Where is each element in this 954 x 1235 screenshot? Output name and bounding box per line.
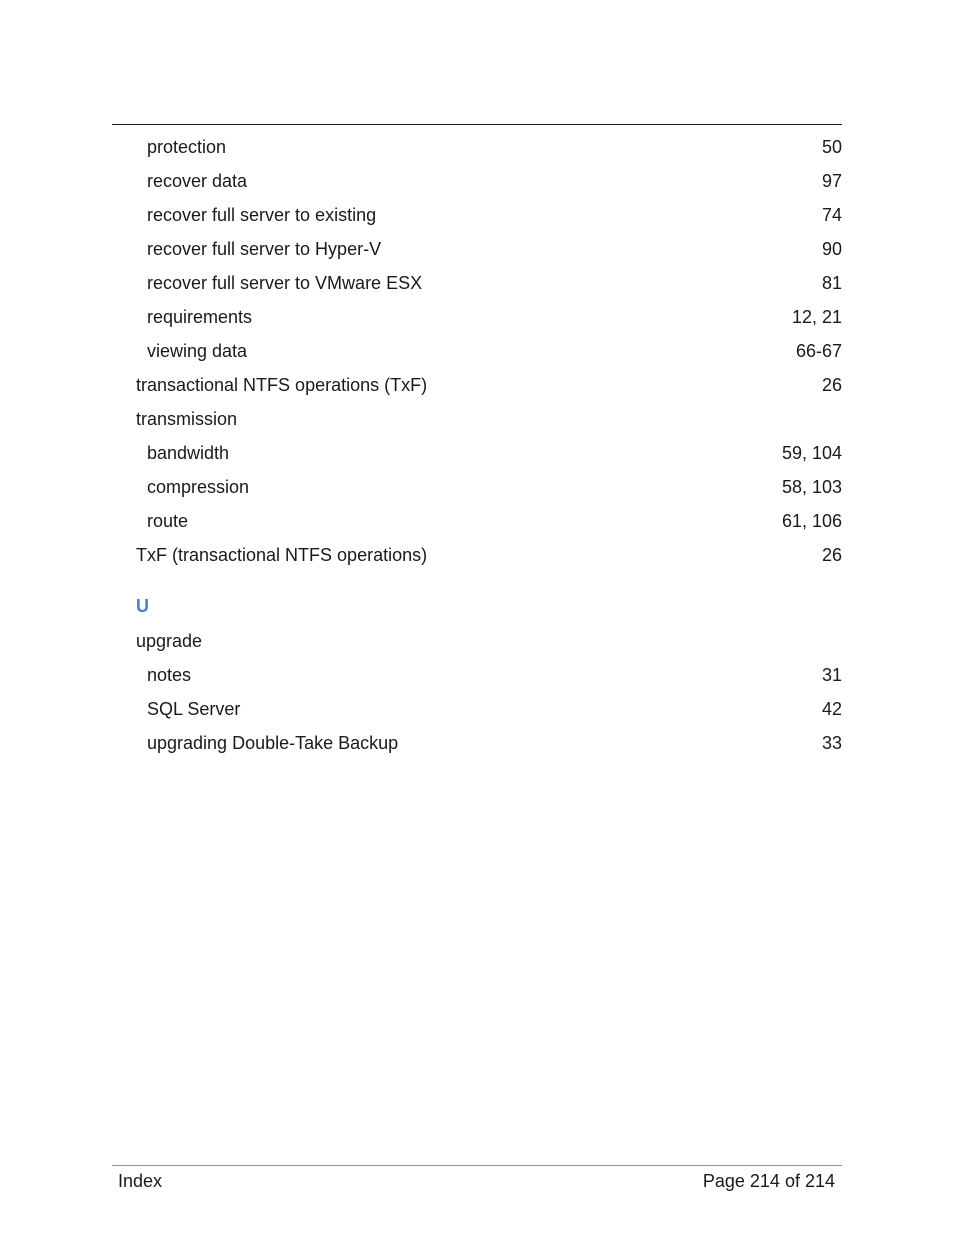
entry-term: recover full server to Hyper-V xyxy=(147,239,382,259)
entry-pages: 97 xyxy=(821,171,842,191)
entry-pages: 90 xyxy=(821,239,842,259)
letter-heading-text: U xyxy=(136,596,149,616)
header-rule xyxy=(112,124,842,125)
index-entry xyxy=(112,624,842,658)
index-entry xyxy=(112,198,842,232)
index-entry xyxy=(112,436,842,470)
index-entry xyxy=(112,470,842,504)
entry-term: requirements xyxy=(147,307,253,327)
entry-term: upgrade xyxy=(136,631,203,651)
index-entry xyxy=(112,726,842,760)
entry-pages: 66-67 xyxy=(795,341,842,361)
entry-term: notes xyxy=(147,665,192,685)
entry-term: SQL Server xyxy=(147,699,241,719)
footer-rule xyxy=(112,1165,842,1166)
index-entry xyxy=(112,538,842,572)
entry-term: TxF (transactional NTFS operations) xyxy=(136,545,428,565)
entry-term: compression xyxy=(147,477,250,497)
entry-term: transmission xyxy=(136,409,238,429)
index-entry xyxy=(112,504,842,538)
entry-term: recover full server to existing xyxy=(147,205,377,225)
entry-term: recover full server to VMware ESX xyxy=(147,273,423,293)
index-list xyxy=(112,130,842,760)
entry-term: protection xyxy=(147,137,227,157)
index-entry xyxy=(112,402,842,436)
entry-term: viewing data xyxy=(147,341,248,361)
index-entry xyxy=(112,164,842,198)
index-entry xyxy=(112,232,842,266)
entry-term: bandwidth xyxy=(147,443,230,463)
index-entry xyxy=(112,266,842,300)
entry-pages: 74 xyxy=(821,205,842,225)
footer-section-label: Index xyxy=(118,1171,163,1191)
entry-pages: 26 xyxy=(821,375,842,395)
entry-pages: 31 xyxy=(821,665,842,685)
entry-pages: 33 xyxy=(821,733,842,753)
entry-pages: 50 xyxy=(821,137,842,157)
entry-term: route xyxy=(147,511,189,531)
entry-pages: 58, 103 xyxy=(781,477,842,497)
entry-pages: 59, 104 xyxy=(781,443,842,463)
index-entry xyxy=(112,692,842,726)
index-entry xyxy=(112,658,842,692)
footer-page-number: Page 214 of 214 xyxy=(702,1171,835,1191)
entry-pages: 12, 21 xyxy=(791,307,842,327)
index-entry xyxy=(112,300,842,334)
entry-term: transactional NTFS operations (TxF) xyxy=(136,375,428,395)
index-entry xyxy=(112,130,842,164)
entry-term: recover data xyxy=(147,171,248,191)
letter-heading xyxy=(112,572,842,624)
entry-pages: 81 xyxy=(821,273,842,293)
entry-pages: 42 xyxy=(821,699,842,719)
entry-term: upgrading Double-Take Backup xyxy=(147,733,399,753)
index-entry xyxy=(112,368,842,402)
index-entry xyxy=(112,334,842,368)
entry-pages: 26 xyxy=(821,545,842,565)
entry-pages: 61, 106 xyxy=(781,511,842,531)
